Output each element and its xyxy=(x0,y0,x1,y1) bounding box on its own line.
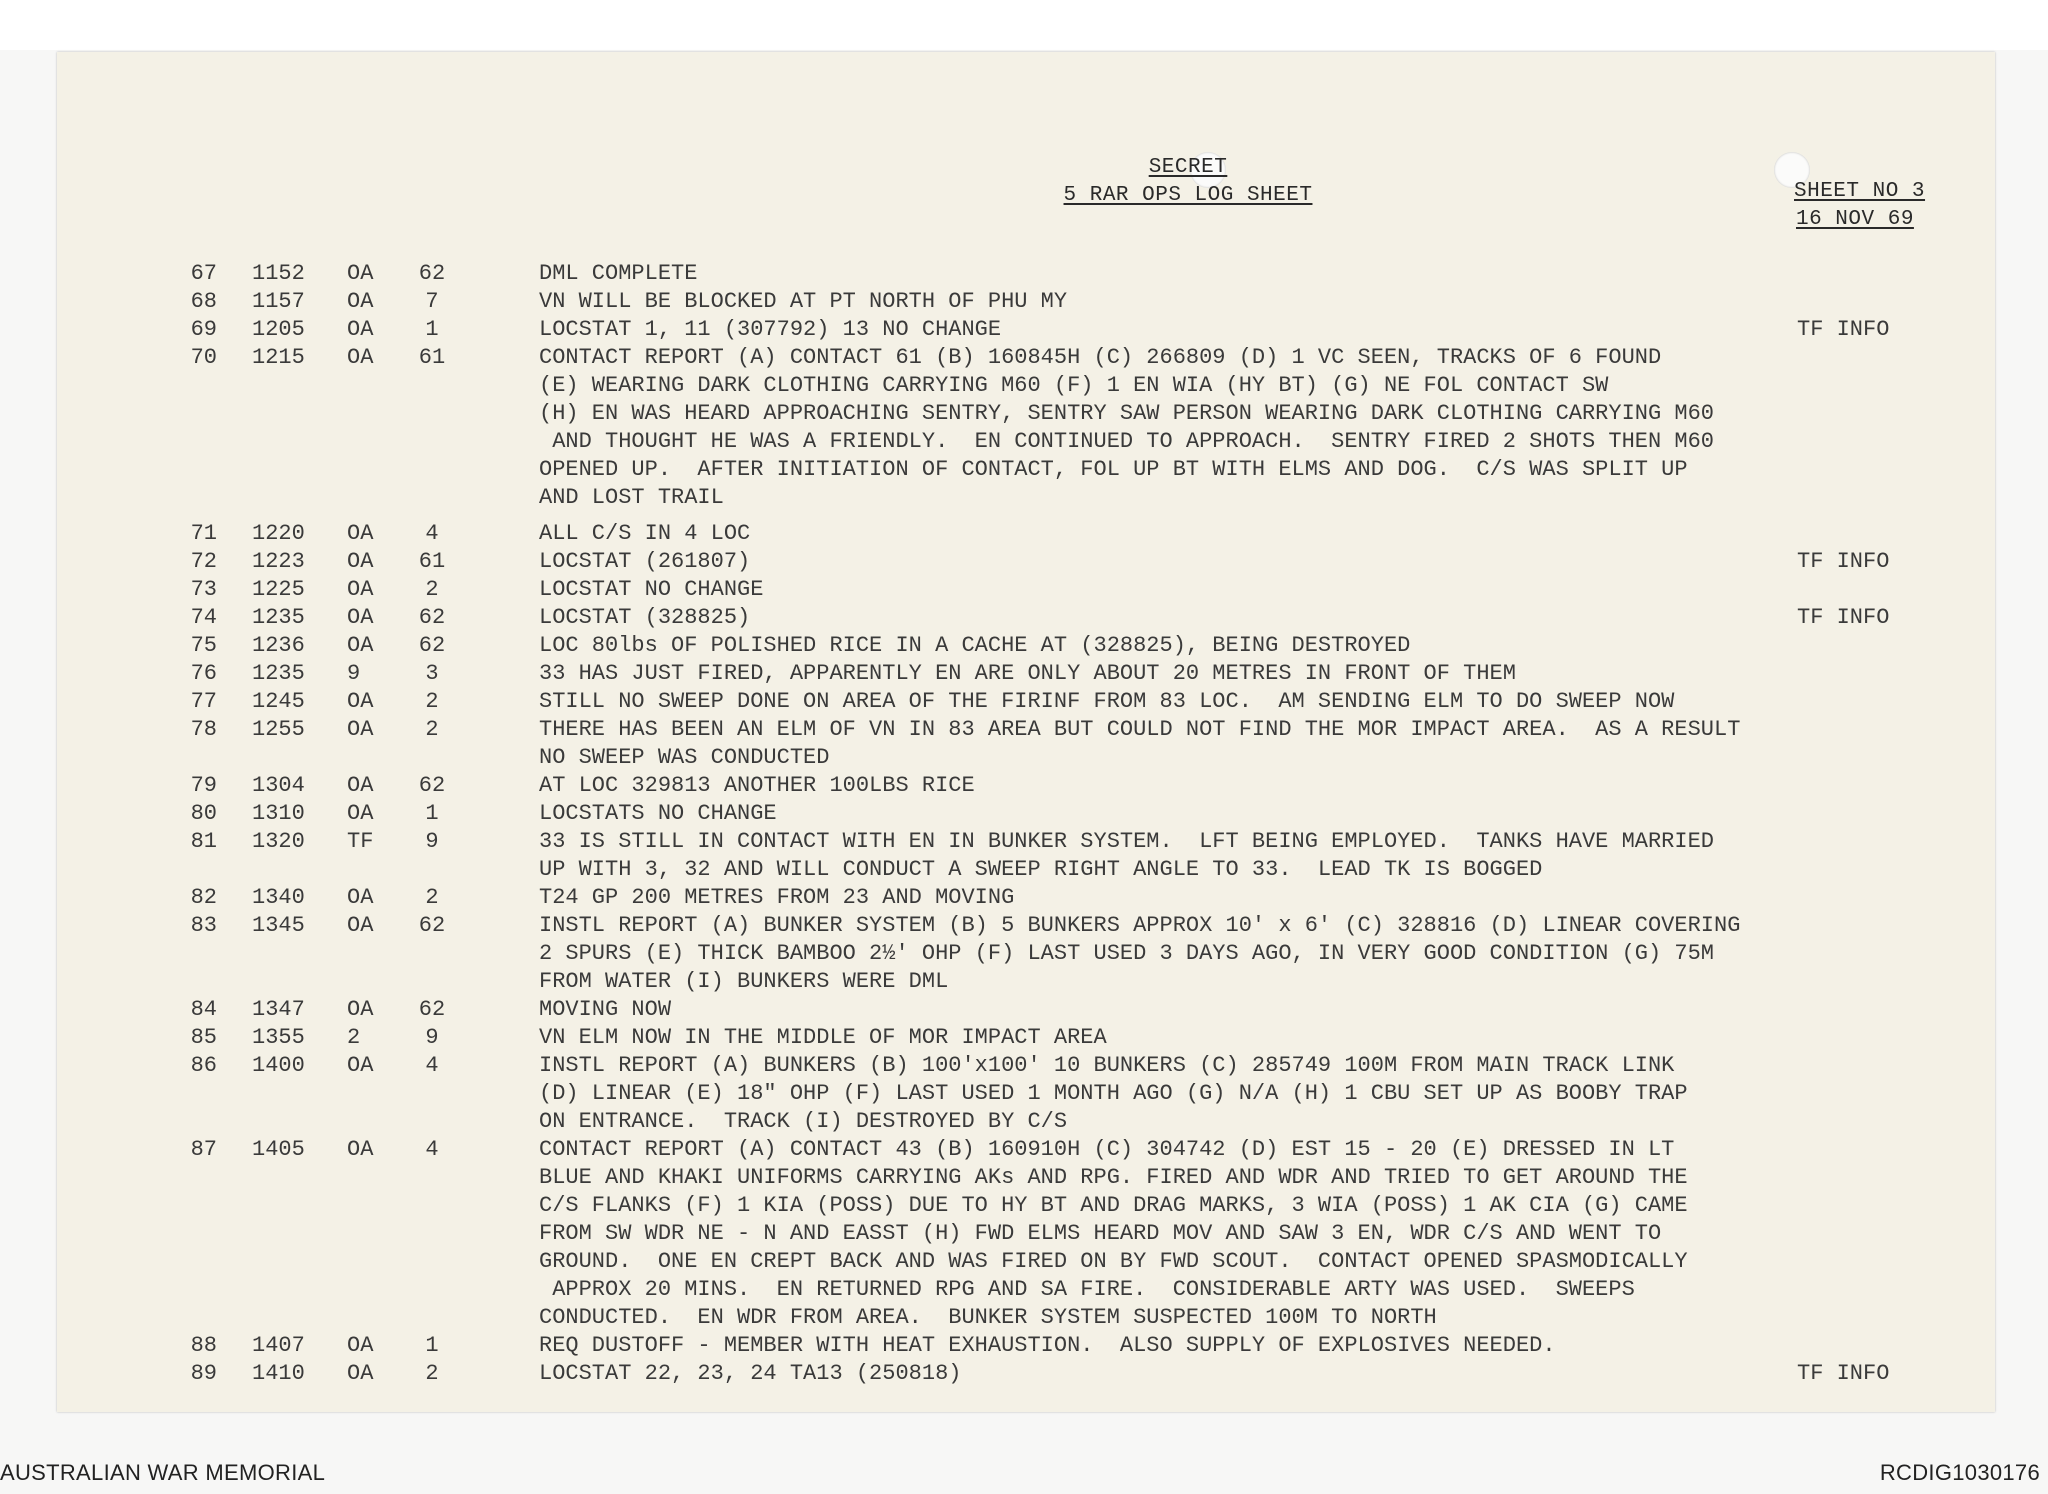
entry-from: OA xyxy=(347,1053,374,1078)
entry-action: TF INFO xyxy=(1797,549,1890,574)
entry-action: TF INFO xyxy=(1797,317,1890,342)
event-line: ALL C/S IN 4 LOC xyxy=(539,521,751,546)
entry-to: 9 xyxy=(425,1025,439,1050)
record-id: RCDIG1030176 xyxy=(1879,1460,2040,1485)
event-line: FROM SW WDR NE - N AND EASST (H) FWD ELMS HEARD MOV AND SAW 3 EN, WDR C/S AND WENT TO xyxy=(539,1221,1662,1246)
entry-from: OA xyxy=(347,345,374,370)
event-line: (H) EN WAS HEARD APPROACHING SENTRY, SENTRY SAW PERSON WEARING DARK CLOTHING CARRYING M60 xyxy=(539,401,1714,426)
entry-event xyxy=(539,800,1819,828)
entry-time: 1236 xyxy=(252,633,305,658)
entry-to: 62 xyxy=(418,633,446,658)
event-line: MOVING NOW xyxy=(539,997,672,1022)
event-line: LOCSTAT NO CHANGE xyxy=(539,577,764,602)
event-line: 33 HAS JUST FIRED, APPARENTLY EN ARE ONLY ABOUT 20 METRES IN FRONT OF THEM xyxy=(539,661,1516,686)
event-line: APPROX 20 MINS. EN RETURNED RPG AND SA FIRE. CONSIDERABLE ARTY WAS USED. SWEEPS xyxy=(539,1277,1635,1302)
event-line: THERE HAS BEEN AN ELM OF VN IN 83 AREA BUT COULD NOT FIND THE MOR IMPACT AREA. AS A RESULT xyxy=(539,717,1741,742)
entry-from: OA xyxy=(347,1361,374,1386)
entry-from: OA xyxy=(347,997,374,1022)
entry-from: OA xyxy=(347,289,374,314)
event-line: REQ DUSTOFF - MEMBER WITH HEAT EXHAUSTION. ALSO SUPPLY OF EXPLOSIVES NEEDED. xyxy=(539,1333,1556,1358)
entry-to: 1 xyxy=(425,317,439,342)
entry-event xyxy=(539,912,1819,996)
archive-credit: AUSTRALIAN WAR MEMORIAL xyxy=(0,1460,326,1485)
event-line: NO SWEEP WAS CONDUCTED xyxy=(539,745,830,770)
entry-to: 4 xyxy=(425,1053,439,1078)
entry-time: 1225 xyxy=(252,577,305,602)
entry-from: OA xyxy=(347,605,374,630)
entry-to: 1 xyxy=(425,1333,439,1358)
entry-serial: 69 xyxy=(190,317,217,342)
event-line: INSTL REPORT (A) BUNKER SYSTEM (B) 5 BUNKERS APPROX 10' x 6' (C) 328816 (D) LINEAR COVERING xyxy=(539,913,1741,938)
event-line: STILL NO SWEEP DONE ON AREA OF THE FIRINF FROM 83 LOC. AM SENDING ELM TO DO SWEEP NOW xyxy=(539,689,1675,714)
entry-to: 2 xyxy=(425,577,439,602)
event-line: CONTACT REPORT (A) CONTACT 43 (B) 160910H (C) 304742 (D) EST 15 - 20 (E) DRESSED IN LT xyxy=(539,1137,1675,1162)
entry-to: 1 xyxy=(425,801,439,826)
entry-from: OA xyxy=(347,549,374,574)
sheet-date: 16 NOV 69 xyxy=(1796,208,1914,231)
entry-time: 1407 xyxy=(252,1333,305,1358)
event-line: UP WITH 3, 32 AND WILL CONDUCT A SWEEP RIGHT ANGLE TO 33. LEAD TK IS BOGGED xyxy=(539,857,1543,882)
entry-event xyxy=(539,316,1819,344)
entry-serial: 78 xyxy=(190,717,217,742)
entry-serial: 70 xyxy=(190,345,217,370)
entry-time: 1235 xyxy=(252,661,305,686)
entry-serial: 89 xyxy=(190,1361,217,1386)
entry-event xyxy=(539,1360,1819,1388)
entry-event xyxy=(539,716,1819,772)
entry-from: OA xyxy=(347,689,374,714)
event-line: DML COMPLETE xyxy=(539,261,698,286)
entry-time: 1205 xyxy=(252,317,305,342)
entry-serial: 72 xyxy=(190,549,217,574)
sheet-title: 5 RAR OPS LOG SHEET xyxy=(1063,184,1313,207)
entry-event xyxy=(539,772,1819,800)
entry-to: 62 xyxy=(418,261,446,286)
entry-to: 2 xyxy=(425,885,439,910)
entry-serial: 74 xyxy=(190,605,217,630)
event-line: CONTACT REPORT (A) CONTACT 61 (B) 160845H (C) 266809 (D) 1 VC SEEN, TRACKS OF 6 FOUND xyxy=(539,345,1662,370)
entry-from: OA xyxy=(347,317,374,342)
entry-serial: 83 xyxy=(190,913,217,938)
entry-from: OA xyxy=(347,521,374,546)
entry-serial: 79 xyxy=(190,773,217,798)
entry-from: 2 xyxy=(347,1025,361,1050)
entry-to: 3 xyxy=(425,661,439,686)
entry-action: TF INFO xyxy=(1797,1361,1890,1386)
event-line: AND LOST TRAIL xyxy=(539,485,724,510)
event-line: AND THOUGHT HE WAS A FRIENDLY. EN CONTINUED TO APPROACH. SENTRY FIRED 2 SHOTS THEN M60 xyxy=(539,429,1714,454)
entry-event xyxy=(539,260,1819,288)
entry-event xyxy=(539,688,1819,716)
event-line: ON ENTRANCE. TRACK (I) DESTROYED BY C/S xyxy=(539,1109,1068,1134)
log-sheet-page xyxy=(57,52,1995,1412)
entry-to: 2 xyxy=(425,1361,439,1386)
entry-event xyxy=(539,884,1819,912)
event-line: LOCSTAT 1, 11 (307792) 13 NO CHANGE xyxy=(539,317,1002,342)
entry-from: OA xyxy=(347,801,374,826)
entry-time: 1400 xyxy=(252,1053,305,1078)
entry-to: 2 xyxy=(425,717,439,742)
entry-from: OA xyxy=(347,717,374,742)
entry-serial: 80 xyxy=(190,801,217,826)
entry-to: 9 xyxy=(425,829,439,854)
event-line: 2 SPURS (E) THICK BAMBOO 2½' OHP (F) LAST USED 3 DAYS AGO, IN VERY GOOD CONDITION (G) 75M xyxy=(539,941,1714,966)
entry-to: 4 xyxy=(425,1137,439,1162)
entry-time: 1340 xyxy=(252,885,305,910)
entry-time: 1355 xyxy=(252,1025,305,1050)
entry-time: 1157 xyxy=(252,289,305,314)
event-line: 33 IS STILL IN CONTACT WITH EN IN BUNKER SYSTEM. LFT BEING EMPLOYED. TANKS HAVE MARRIED xyxy=(539,829,1714,854)
entry-from: OA xyxy=(347,1137,374,1162)
entry-to: 62 xyxy=(418,913,446,938)
entry-time: 1255 xyxy=(252,717,305,742)
entry-event xyxy=(539,288,1819,316)
event-line: LOCSTAT (261807) xyxy=(539,549,751,574)
entry-time: 1220 xyxy=(252,521,305,546)
entry-serial: 76 xyxy=(190,661,217,686)
entry-time: 1215 xyxy=(252,345,305,370)
entry-event xyxy=(539,1136,1819,1332)
entry-from: OA xyxy=(347,633,374,658)
event-line: LOC 80lbs OF POLISHED RICE IN A CACHE AT (328825), BEING DESTROYED xyxy=(539,633,1411,658)
entry-event xyxy=(539,1332,1819,1360)
event-line: GROUND. ONE EN CREPT BACK AND WAS FIRED ON BY FWD SCOUT. CONTACT OPENED SPASMODICALLY xyxy=(539,1249,1688,1274)
event-line: (E) WEARING DARK CLOTHING CARRYING M60 (F) 1 EN WIA (HY BT) (G) NE FOL CONTACT SW xyxy=(539,373,1609,398)
entry-serial: 68 xyxy=(190,289,217,314)
entry-from: TF xyxy=(347,829,374,854)
entry-from: OA xyxy=(347,773,374,798)
entry-time: 1235 xyxy=(252,605,305,630)
entry-from: OA xyxy=(347,261,374,286)
entry-time: 1347 xyxy=(252,997,305,1022)
entry-time: 1405 xyxy=(252,1137,305,1162)
entry-event xyxy=(539,632,1819,660)
event-line: INSTL REPORT (A) BUNKERS (B) 100'x100' 10 BUNKERS (C) 285749 100M FROM MAIN TRACK LINK xyxy=(539,1053,1675,1078)
entry-to: 4 xyxy=(425,521,439,546)
entry-to: 62 xyxy=(418,773,446,798)
entry-to: 61 xyxy=(418,549,446,574)
event-line: (D) LINEAR (E) 18" OHP (F) LAST USED 1 MONTH AGO (G) N/A (H) 1 CBU SET UP AS BOOBY TRAP xyxy=(539,1081,1688,1106)
scan-top-band xyxy=(0,0,2048,50)
entry-serial: 81 xyxy=(190,829,217,854)
sheet-number: SHEET NO 3 xyxy=(1794,180,1926,203)
entry-time: 1410 xyxy=(252,1361,305,1386)
entry-event xyxy=(539,1024,1819,1052)
entry-serial: 67 xyxy=(190,261,217,286)
entry-time: 1245 xyxy=(252,689,305,714)
entry-serial: 88 xyxy=(190,1333,217,1358)
event-line: OPENED UP. AFTER INITIATION OF CONTACT, FOL UP BT WITH ELMS AND DOG. C/S WAS SPLIT UP xyxy=(539,457,1688,482)
entry-event xyxy=(539,520,1819,548)
entry-from: OA xyxy=(347,913,374,938)
event-line: CONDUCTED. EN WDR FROM AREA. BUNKER SYSTEM SUSPECTED 100M TO NORTH xyxy=(539,1305,1437,1330)
entry-to: 62 xyxy=(418,605,446,630)
entry-from: OA xyxy=(347,1333,374,1358)
event-line: BLUE AND KHAKI UNIFORMS CARRYING AKs AND RPG. FIRED AND WDR AND TRIED TO GET AROUND THE xyxy=(539,1165,1688,1190)
entry-event xyxy=(539,548,1819,576)
entry-event xyxy=(539,828,1819,884)
entry-serial: 86 xyxy=(190,1053,217,1078)
event-line: LOCSTAT 22, 23, 24 TA13 (250818) xyxy=(539,1361,962,1386)
entry-serial: 82 xyxy=(190,885,217,910)
event-line: C/S FLANKS (F) 1 KIA (POSS) DUE TO HY BT AND DRAG MARKS, 3 WIA (POSS) 1 AK CIA (G) CAME xyxy=(539,1193,1688,1218)
entry-event xyxy=(539,996,1819,1024)
entry-time: 1304 xyxy=(252,773,305,798)
entry-time: 1152 xyxy=(252,261,305,286)
entry-to: 2 xyxy=(425,689,439,714)
entry-serial: 77 xyxy=(190,689,217,714)
entry-serial: 73 xyxy=(190,577,217,602)
event-line: AT LOC 329813 ANOTHER 100LBS RICE xyxy=(539,773,975,798)
entry-from: OA xyxy=(347,885,374,910)
entry-serial: 85 xyxy=(190,1025,217,1050)
event-line: VN ELM NOW IN THE MIDDLE OF MOR IMPACT AREA xyxy=(539,1025,1107,1050)
entry-event xyxy=(539,1052,1819,1136)
entry-event xyxy=(539,576,1819,604)
event-line: T24 GP 200 METRES FROM 23 AND MOVING xyxy=(539,885,1015,910)
entry-to: 62 xyxy=(418,997,446,1022)
entry-to: 7 xyxy=(425,289,439,314)
entry-from: OA xyxy=(347,577,374,602)
event-line: VN WILL BE BLOCKED AT PT NORTH OF PHU MY xyxy=(539,289,1068,314)
entry-serial: 71 xyxy=(190,521,217,546)
entry-event xyxy=(539,344,1819,512)
entry-event xyxy=(539,604,1819,632)
entry-serial: 75 xyxy=(190,633,217,658)
entry-time: 1310 xyxy=(252,801,305,826)
entry-from: 9 xyxy=(347,661,361,686)
entry-serial: 84 xyxy=(190,997,217,1022)
event-line: LOCSTAT (328825) xyxy=(539,605,751,630)
entry-time: 1320 xyxy=(252,829,305,854)
event-line: FROM WATER (I) BUNKERS WERE DML xyxy=(539,969,949,994)
entry-to: 61 xyxy=(418,345,446,370)
entry-time: 1223 xyxy=(252,549,305,574)
entry-event xyxy=(539,660,1819,688)
entry-serial: 87 xyxy=(190,1137,217,1162)
event-line: LOCSTATS NO CHANGE xyxy=(539,801,777,826)
entry-time: 1345 xyxy=(252,913,305,938)
classification-marking: SECRET xyxy=(1148,156,1228,179)
entry-action: TF INFO xyxy=(1797,605,1890,630)
